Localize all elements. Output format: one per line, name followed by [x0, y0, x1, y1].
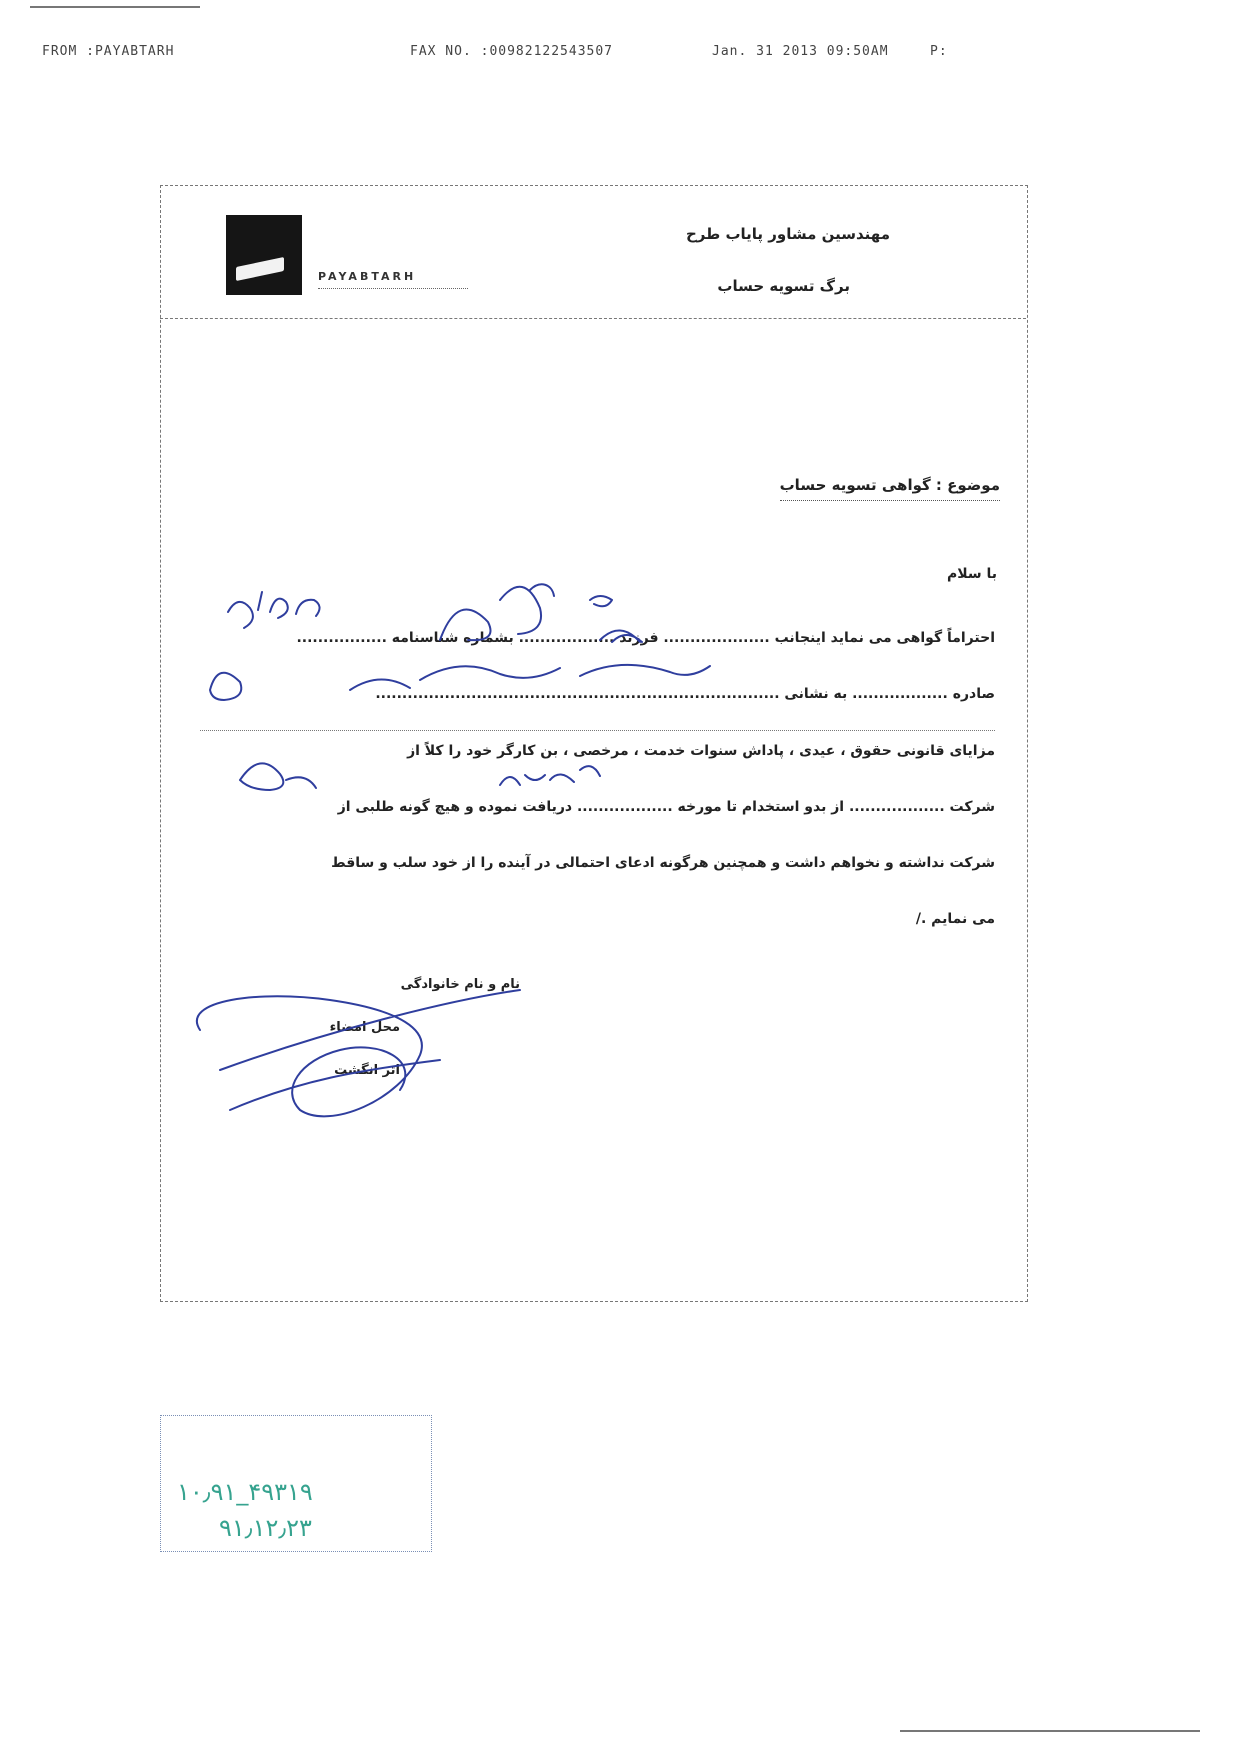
body-line-6: می نمایم ./ — [915, 911, 995, 927]
letter-greeting: با سلام — [946, 566, 997, 582]
body-line-2: صادره .................. به نشانی ............................................................................ — [200, 674, 995, 731]
body-line-3: مزایای قانونی حقوق ، عیدی ، پاداش سنوات خدمت ، مرخصی ، بن کارگر خود را کلاً از — [407, 743, 995, 759]
form-title: برگ تسویه حساب — [717, 277, 850, 295]
body-line-1: احتراماً گواهی می نماید اینجانب .................... فرزند .................. بشماره شناسنامه ................. — [296, 630, 995, 646]
logo-latin-text: PAYABTARH — [318, 270, 417, 283]
logo-underline — [318, 288, 468, 289]
company-logo-icon — [226, 215, 302, 295]
fax-from: FROM :PAYABTARH — [42, 44, 175, 59]
header-separator — [160, 318, 1026, 319]
signature-block — [260, 977, 520, 1106]
thumbprint-label: اثر انگشت — [334, 1063, 400, 1078]
fax-date-time: Jan. 31 2013 09:50AM — [712, 44, 889, 59]
stamp-date: ۹۱٫۱۲٫۲۳ — [219, 1514, 312, 1542]
fax-page: P: — [930, 44, 948, 59]
body-line-4: شرکت .................. از بدو استخدام تا مورخه .................. دریافت نموده و هیچ گونه طلبی از — [337, 799, 995, 815]
received-stamp — [160, 1415, 432, 1552]
stamp-number: ۱۰٫۹۱_۴۹۳۱۹ — [177, 1478, 313, 1506]
fax-number: FAX NO. :00982122543507 — [410, 44, 614, 59]
body-line-5: شرکت نداشته و نخواهم داشت و همچنین هرگونه ادعای احتمالی در آینده را از خود سلب و ساقط — [331, 855, 995, 871]
fax-bottom-rule — [900, 1730, 1200, 1732]
name-label: نام و نام خانوادگی — [400, 977, 520, 992]
sign-label: محل امضاء — [329, 1020, 400, 1035]
letter-subject: موضوع : گواهی تسویه حساب — [780, 476, 1000, 501]
fax-header — [0, 44, 1240, 64]
company-name: مهندسین مشاور پایاب طرح — [685, 225, 890, 243]
fax-top-rule — [30, 6, 200, 8]
letter-body — [200, 618, 995, 955]
